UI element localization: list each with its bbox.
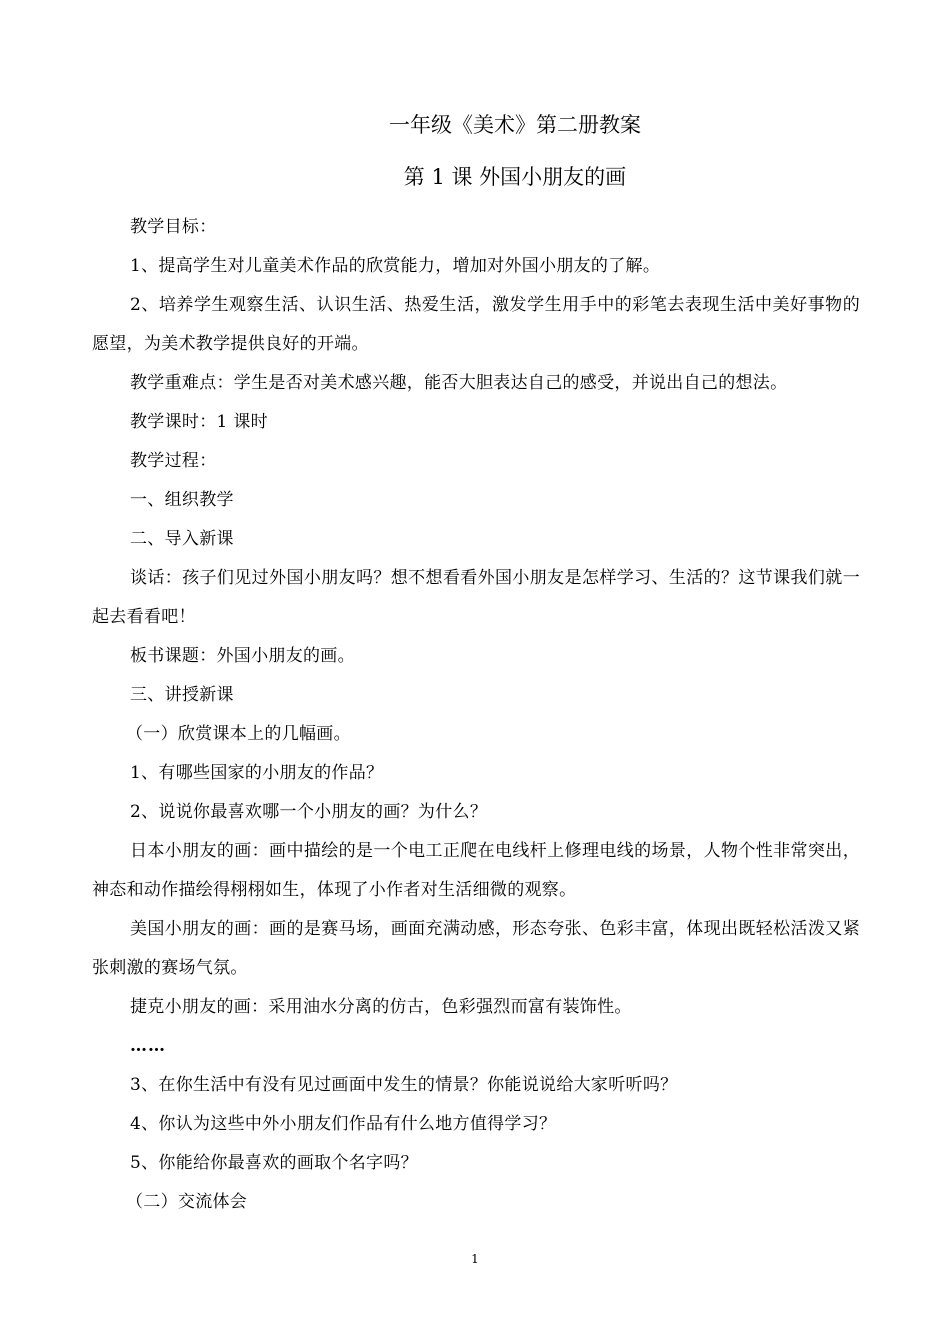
document-title: 一年级《美术》第二册教案 [389,113,641,137]
paragraph: 教学目标： [130,217,217,237]
paragraph: 2、培养学生观察生活、认识生活、热爱生活，激发学生用手中的彩笔去表现生活中美好事物的愿望，为美术教学提供良好的开端。 [92,295,860,354]
paragraph: 5、你能给你最喜欢的画取个名字吗？ [130,1153,418,1173]
paragraph: 谈话：孩子们见过外国小朋友吗？想不想看看外国小朋友是怎样学习、生活的？这节课我们就一起去看看吧！ [92,568,860,627]
ellipsis: …… [130,1036,166,1056]
document-body [92,208,860,1222]
paragraph: 教学重难点：学生是否对美术感兴趣，能否大胆表达自己的感受，并说出自己的想法。 [130,373,788,393]
paragraph: 教学课时：1 课时 [130,412,268,432]
paragraph: 1、有哪些国家的小朋友的作品？ [130,763,384,783]
paragraph: 3、在你生活中有没有见过画面中发生的情景？你能说说给大家听听吗？ [130,1075,678,1095]
section-heading: 一、组织教学 [130,490,234,510]
subsection-heading: （一）欣赏课本上的几幅画。 [126,724,351,744]
paragraph: 捷克小朋友的画：采用油水分离的仿古，色彩强烈而富有装饰性。 [130,997,632,1017]
lesson-title: 第 1 课 外国小朋友的画 [403,165,627,189]
paragraph: 4、你认为这些中外小朋友们作品有什么地方值得学习？ [130,1114,557,1134]
paragraph: 日本小朋友的画：画中描绘的是一个电工正爬在电线杆上修理电线的场景，人物个性非常突出，神态和动作描绘得栩栩如生，体现了小作者对生活细微的观察。 [92,841,860,900]
section-heading: 三、讲授新课 [130,685,234,705]
subsection-heading: （二）交流体会 [126,1192,248,1212]
paragraph: 2、说说你最喜欢哪一个小朋友的画？为什么？ [130,802,488,822]
section-heading: 二、导入新课 [130,529,234,549]
paragraph: 美国小朋友的画：画的是赛马场，画面充满动感，形态夸张、色彩丰富，体现出既轻松活泼又紧张刺激的赛场气氛。 [92,919,860,978]
paragraph: 1、提高学生对儿童美术作品的欣赏能力，增加对外国小朋友的了解。 [130,256,661,276]
page-number: 1 [471,1252,479,1266]
paragraph: 板书课题：外国小朋友的画。 [130,646,355,666]
paragraph: 教学过程： [130,451,217,471]
